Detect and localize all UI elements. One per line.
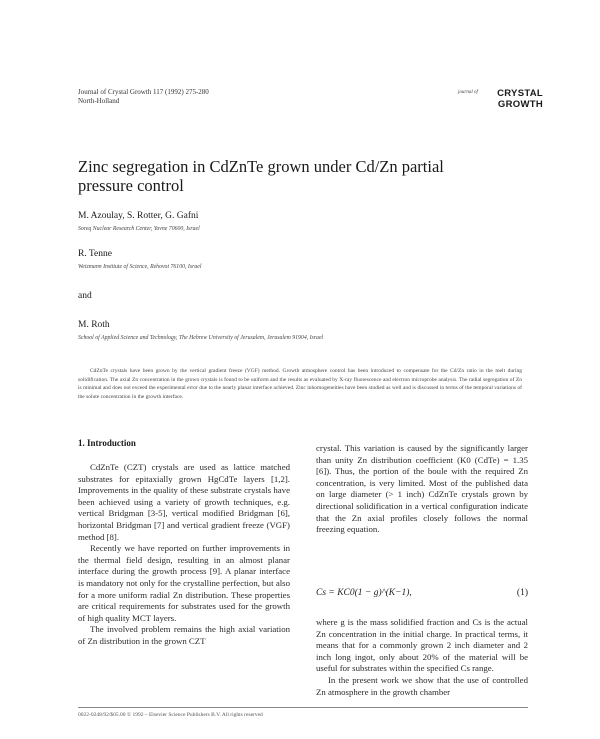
equation-body: Cs = KC0(1 − g)^(K−1), [316,588,412,598]
paragraph: The involved problem remains the high axial variation of Zn distribution in the grown CZT [78,624,290,646]
right-column-lower [316,617,528,698]
right-column-upper [316,443,528,536]
affiliation-1: Soreq Nuclear Research Center, Yavne 70600, Israel [78,226,200,232]
paragraph: Recently we have reported on further improvements in the thermal field design, resulting in an almost planar interface during the growth process [9]. A planar interface is mandatory not only for the crystalline perfection, but also for a more uniform radial Zn distribution. These properties are critical requirements for substrates used for the growth of high quality MCT layers. [78,543,290,623]
journal-logo-prefix: journal of [458,90,478,95]
author-conjunction: and [78,291,92,301]
equation-number: (1) [516,588,528,598]
paragraph: crystal. This variation is caused by the significantly larger than unity Zn distribution coefficient (K0 (CdTe) = 1.35 [6]). Thus, the portion of the boule with the required Zn concentration, is very limited. Most of the published data on large diameter (> 1 inch) CdZnTe crystals grown by directional solidification in a vertical configuration indicate that the Zn axial profiles closely follows the normal freezing equation. [316,443,528,535]
journal-logo [458,88,543,110]
paragraph: In the present work we show that the use of controlled Zn atmosphere in the growth chamber [316,674,528,697]
paragraph: where g is the mass solidified fraction and Cs is the actual Zn concentration in the initial charge. In practical terms, it means that for a commonly grown 2 inch diameter and 2 inch long ingot, only about 20% of the material will be useful for substrates within the specified Cs range. [316,617,528,674]
journal-logo-line1: CRYSTAL [497,88,543,99]
author-group-1: M. Azoulay, S. Rotter, G. Gafni [78,211,199,221]
section-heading: 1. Introduction [78,438,136,448]
publisher-name: North-Holland [78,97,120,105]
paragraph: CdZnTe (CZT) crystals are used as lattice matched substrates for epitaxially grown HgCdTe layers [1,2]. Improvements in the quality of these substrate crystals have been achieved using a variety of growth techniques, e.g. vertical Bridgman [3-5], vertical modified Bridgman [6], horizontal Bridgman [7] and vertical gradient freeze (VGF) method [8]. [78,462,290,542]
copyright-footer: 0022-0248/92/$05.00 © 1992 – Elsevier Science Publishers B.V. All rights reserved [78,712,263,718]
equation [316,588,528,602]
affiliation-3: School of Applied Science and Technology, The Hebrew University of Jerusalem, Jerusalem 91904, Israel [78,335,324,341]
abstract-text: CdZnTe crystals have been grown by the vertical gradient freeze (VGF) method. Growth atmosphere control has been introduced to compensate for the Cd/Zn ratio in the melt during solidification. The axial Zn concentration in the grown crystals is found to be uniform and the results as evaluated by X-ray fluorescence and electron microprobe analysis. The radial segregation of Zn is minimal and does not exceed the experimental error due to the nearly planar interface achieved. Zinc inhomogeneities have been studied as well and is discussed in terms of the temporal variations of the solute concentration in the growth interface. [78,368,522,401]
affiliation-2: Weizmann Institute of Science, Rehovot 76100, Israel [78,264,202,270]
author-group-3: M. Roth [78,320,110,330]
journal-reference [78,88,278,106]
paper-title-line2: pressure control [78,176,184,195]
left-column [78,462,290,648]
paper-title-line1: Zinc segregation in CdZnTe grown under Cd/Zn partial [78,157,444,176]
journal-citation: Journal of Crystal Growth 117 (1992) 275-280 [78,88,209,96]
journal-logo-line2: GROWTH [497,99,543,110]
author-group-2: R. Tenne [78,249,112,259]
footer-divider [78,707,528,708]
paper-title [78,157,518,195]
abstract [78,367,522,402]
